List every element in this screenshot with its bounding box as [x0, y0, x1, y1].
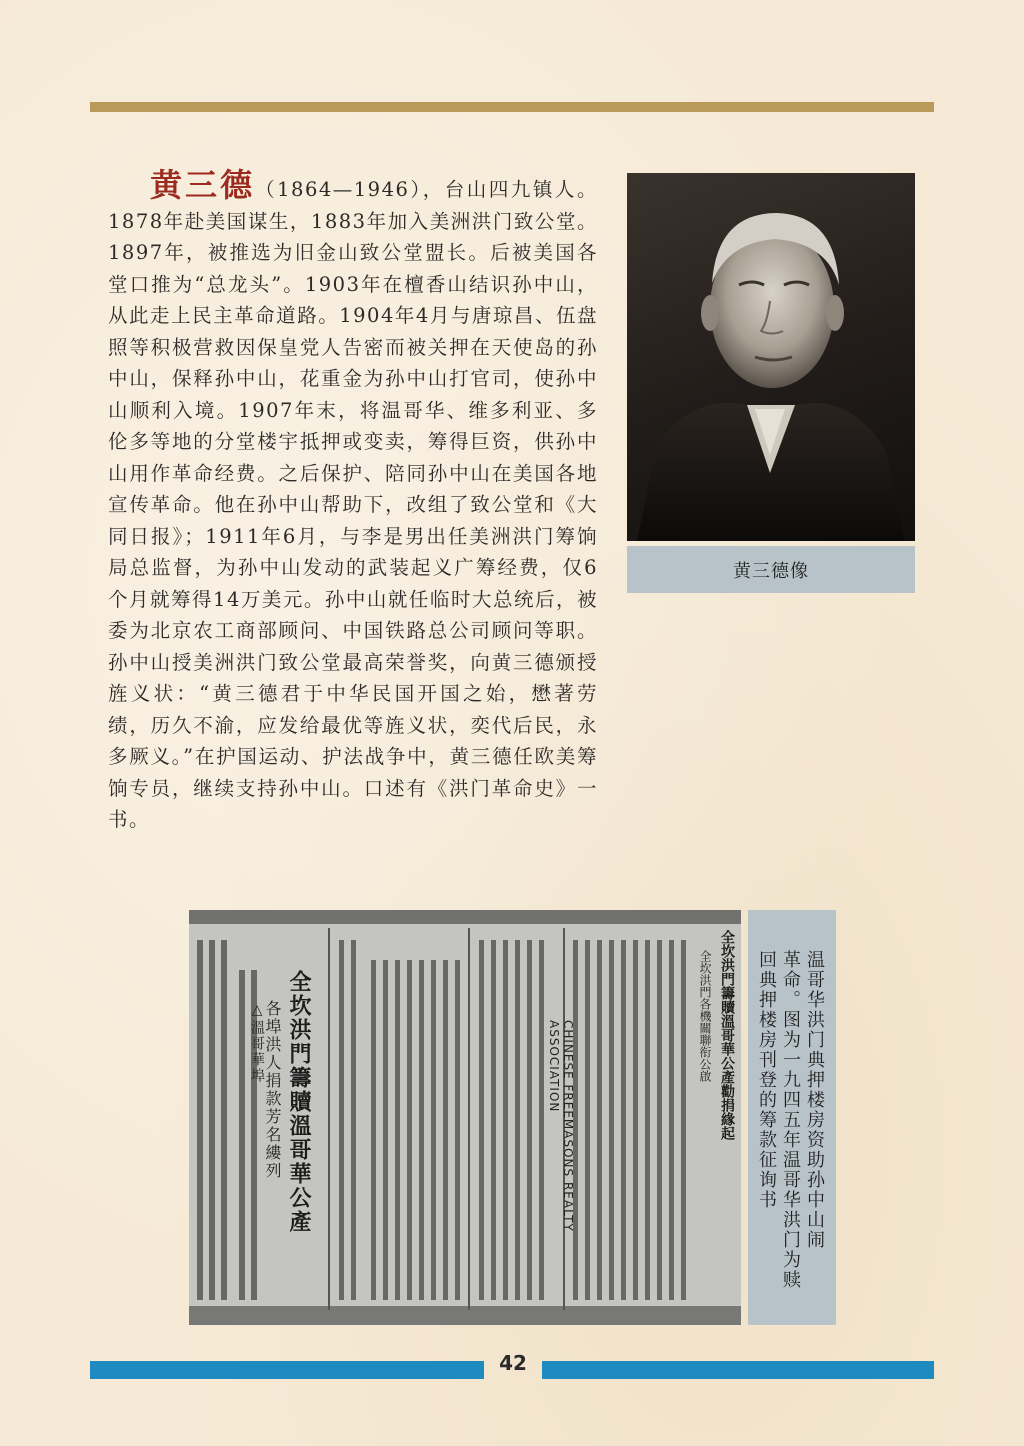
document-subhead-location: △溫哥華埠: [249, 1002, 265, 1084]
document-caption-line-3: 回典押楼房刊登的筹款征询书: [756, 950, 777, 1210]
document-english-text: CHINESE FREEMASONS REALTY ASSOCIATION: [547, 1020, 575, 1232]
document-right-header: 全坎洪門籌贖溫哥華公產勸捐緣起: [719, 930, 735, 1140]
biography-text: [108, 166, 598, 836]
biography-body: （1864—1946），台山四九镇人。1878年赴美国谋生，1883年加入美洲洪门致公堂。1897年，被推选为旧金山致公堂盟长。后被美国各堂口推为“总龙头”。1903年在檀香山结识孙中山，从此走上民主革命道路。1904年4月与唐琼昌、伍盘照等积极营救因保皇党人告密而被关押在天使岛的孙中山，保释孙中山，花重金为孙中山打官司，使孙中山顺利入境。1907年末，将温哥华、维多利亚、多伦多等地的分堂楼宇抵押或变卖，筹得巨资，供孙中山用作革命经费。之后保护、陪同孙中山在美国各地宣传革命。他在孙中山帮助下，改组了致公堂和《大同日报》；1911年6月，与李是男出任美洲洪门筹饷局总监督，为孙中山发动的武装起义广筹经费，仅6个月就筹得14万美元。孙中山就任临时大总统后，被委为北京农工商部顾问、中国铁路总公司顾问等职。孙中山授美洲洪门致公堂最高荣誉奖，向黄三德颁授旌义状：“黄三德君于中华民国开国之始，懋著劳绩，历久不渝，应发给最优等旌义状，奕代后民，永多厥义。”在护国运动、护法战争中，黄三德任欧美筹饷专员，继续支持孙中山。口述有《洪门革命史》一书。: [108, 178, 598, 831]
document-subhead: 各埠洪人捐款芳名縷列: [263, 1000, 282, 1180]
portrait-figure-icon: [627, 173, 915, 541]
fundraising-document-photo: [189, 910, 741, 1325]
document-caption-line-1: 温哥华洪门典押楼房资助孙中山闹: [804, 950, 825, 1250]
bottom-bar-left: [90, 1361, 484, 1379]
top-decorative-bar: [90, 102, 934, 112]
page-number: 42: [499, 1351, 527, 1375]
bottom-bar-right: [542, 1361, 934, 1379]
document-caption: [748, 910, 836, 1325]
document-caption-line-2: 革命。图为一九四五年温哥华洪门为赎: [780, 950, 801, 1290]
document-headline: 全坎洪門籌贖溫哥華公產: [286, 970, 312, 1234]
person-name: 黄三德: [150, 166, 256, 204]
portrait-photo: [627, 173, 915, 541]
document-right-subheader: 全坎洪門各機關聯衔公啟: [698, 950, 712, 1082]
portrait-caption: 黄三德像: [627, 546, 915, 593]
